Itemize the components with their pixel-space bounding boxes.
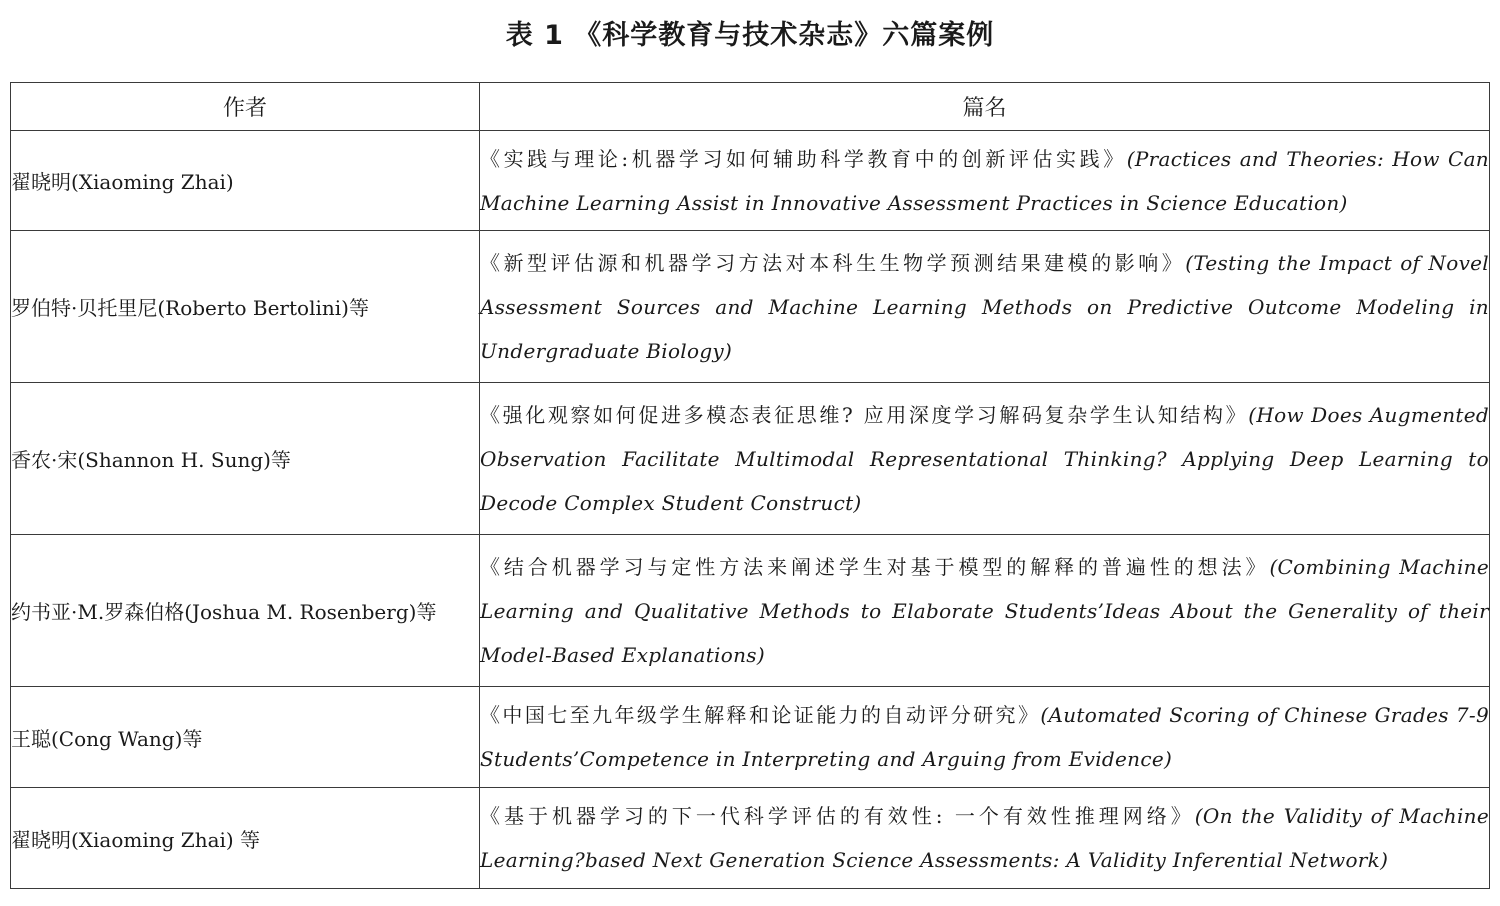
paper-title-cn: 《新型评估源和机器学习方法对本科生生物学预测结果建模的影响》 — [480, 250, 1186, 275]
paper-cell — [480, 231, 1490, 383]
author-cell: 香农·宋(Shannon H. Sung)等 — [11, 383, 480, 535]
paper-title-en: (Automated Scoring of Chinese Grades 7-9 Students’Competence in Interpreting and Arguing from Evidence) — [480, 703, 1489, 771]
paper-title-en: (How Does Augmented Observation Facilitate Multimodal Representational Thinking? Applying Deep Learning to Decode Complex Student Construct) — [480, 402, 1489, 515]
paper-title-cn: 《基于机器学习的下一代科学评估的有效性: 一个有效性推理网络》 — [480, 804, 1195, 828]
table-row — [11, 788, 1490, 889]
table-row — [11, 231, 1490, 383]
table-row — [11, 687, 1490, 788]
paper-title-en: (Testing the Impact of Novel Assessment Sources and Machine Learning Methods on Predictive Outcome Modeling in Undergraduate Biology) — [480, 250, 1489, 363]
table-caption: 表 1 《科学教育与技术杂志》六篇案例 — [505, 20, 995, 51]
column-header-author: 作者 — [11, 83, 480, 131]
paper-title-cn: 《强化观察如何促进多模态表征思维? 应用深度学习解码复杂学生认知结构》 — [480, 402, 1249, 427]
author-cell: 约书亚·M.罗森伯格(Joshua M. Rosenberg)等 — [11, 535, 480, 687]
paper-title-cn: 《结合机器学习与定性方法来阐述学生对基于模型的解释的普遍性的想法》 — [480, 554, 1270, 579]
author-cell: 罗伯特·贝托里尼(Roberto Bertolini)等 — [11, 231, 480, 383]
paper-cell — [480, 788, 1490, 889]
paper-cell — [480, 687, 1490, 788]
paper-title-en: (Combining Machine Learning and Qualitative Methods to Elaborate Students’Ideas About the Generality of their Model-Based Explanations) — [480, 554, 1489, 667]
paper-cell — [480, 131, 1490, 231]
paper-title-en: (On the Validity of Machine Learning?based Next Generation Science Assessments: A Validity Inferential Network) — [480, 804, 1489, 872]
paper-cell — [480, 383, 1490, 535]
column-header-paper: 篇名 — [480, 83, 1490, 131]
author-cell: 翟晓明(Xiaoming Zhai) — [11, 131, 480, 231]
table-row — [11, 383, 1490, 535]
paper-cell — [480, 535, 1490, 687]
author-cell: 王聪(Cong Wang)等 — [11, 687, 480, 788]
paper-title-en: (Practices and Theories: How Can Machine Learning Assist in Innovative Assessment Practices in Science Education) — [480, 146, 1489, 215]
paper-title-cn: 《中国七至九年级学生解释和论证能力的自动评分研究》 — [480, 703, 1041, 727]
author-cell: 翟晓明(Xiaoming Zhai) 等 — [11, 788, 480, 889]
table-row — [11, 131, 1490, 231]
header-row — [11, 83, 1490, 131]
table-row — [11, 535, 1490, 687]
paper-title-cn: 《实践与理论:机器学习如何辅助科学教育中的创新评估实践》 — [480, 146, 1127, 171]
case-table — [10, 82, 1490, 889]
